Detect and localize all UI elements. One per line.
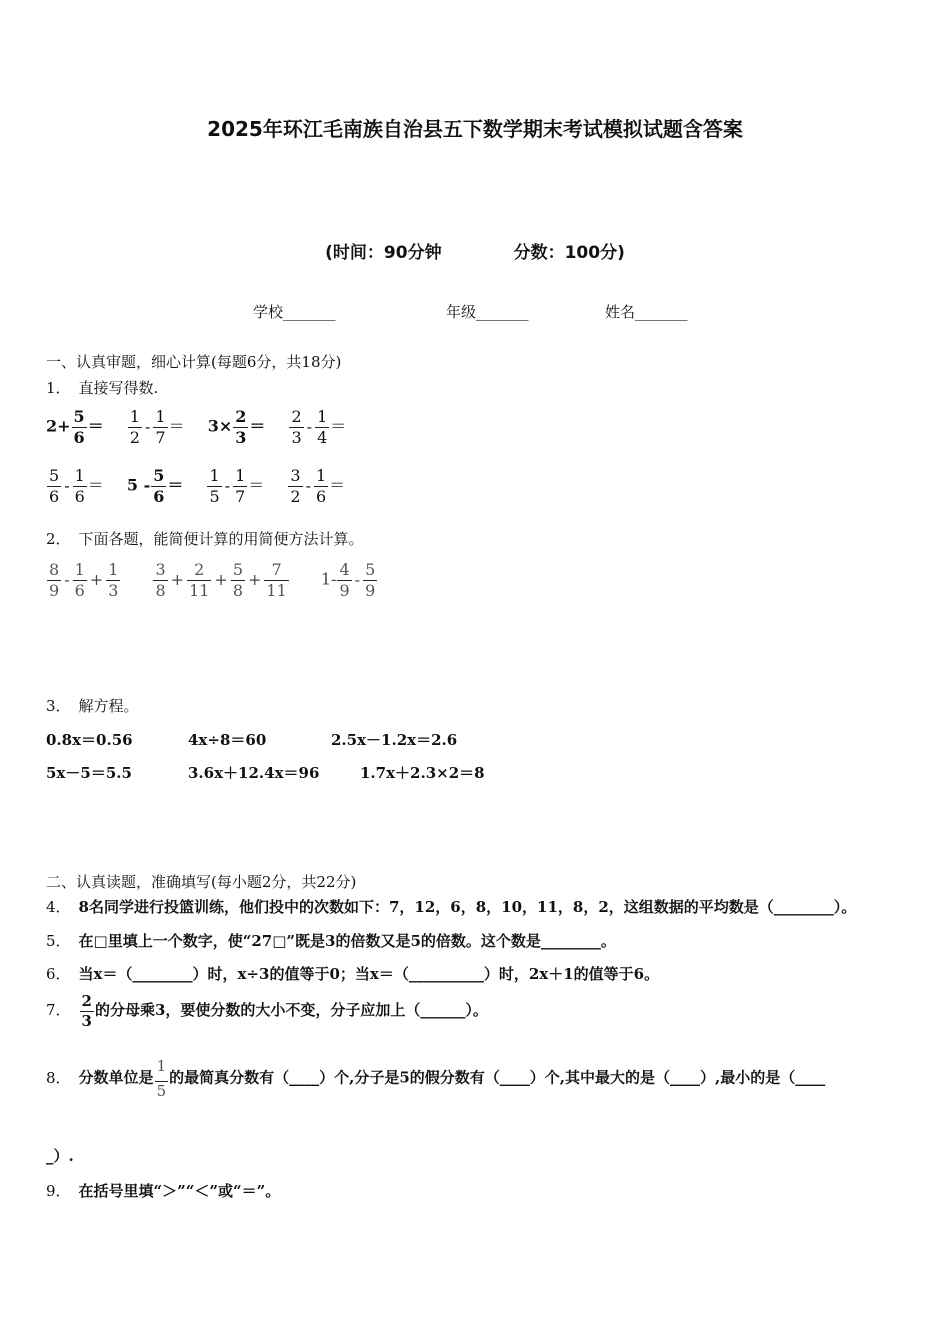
fraction: $\frac{5}{6}$ bbox=[73, 407, 85, 447]
grade-field: 年级_______ bbox=[446, 303, 529, 321]
q1-item: $\frac{1}{5}$ - $\frac{1}{7}$ ＝ bbox=[209, 466, 265, 506]
question-7 bbox=[46, 993, 488, 1029]
q1-item: $\frac{2}{3}$ - $\frac{1}{4}$ ＝ bbox=[291, 407, 347, 447]
exam-meta bbox=[0, 238, 950, 263]
fraction: $\frac{1}{5}$ bbox=[209, 466, 220, 506]
fraction: $\frac{1}{6}$ bbox=[315, 466, 327, 506]
question-text: 直接写得数. bbox=[78, 379, 159, 397]
fraction: $\frac{4}{9}$ bbox=[339, 560, 350, 600]
fraction: $\frac{2}{3}$ bbox=[81, 992, 92, 1030]
question-text: 的最简真分数有（____）个,分子是5的假分数有（____）个,其中最大的是（____）,最小的是（____ bbox=[169, 1068, 826, 1087]
q3-equation: 2.5x－1.2x＝2.6 bbox=[331, 731, 458, 749]
q2-expression-1: $\frac{8}{9}$ - $\frac{1}{6}$ + $\frac{1}{3}$ bbox=[49, 560, 119, 600]
fraction: $\frac{5}{9}$ bbox=[365, 560, 376, 600]
question-5 bbox=[46, 930, 616, 951]
q1-item: 2+ $\frac{5}{6}$ ＝ bbox=[46, 407, 104, 447]
q2-expressions bbox=[46, 561, 404, 599]
question-2 bbox=[46, 528, 364, 549]
question-number: 9． bbox=[46, 1182, 71, 1200]
page-title: 2025年环江毛南族自治县五下数学期末考试模拟试题含答案 bbox=[207, 117, 743, 141]
question-number: 4． bbox=[46, 898, 71, 916]
question-text: 下面各题，能简便计算的用简便方法计算。 bbox=[78, 530, 364, 548]
question-6 bbox=[46, 963, 659, 984]
section-1-heading: 一、认真审题，细心计算(每题6分，共18分) bbox=[46, 353, 342, 371]
q2-expression-3: 1- $\frac{4}{9}$ - $\frac{5}{9}$ bbox=[320, 560, 376, 600]
fraction: $\frac{5}{6}$ bbox=[153, 466, 165, 506]
question-number: 7． bbox=[46, 1001, 71, 1019]
fraction: $\frac{5}{6}$ bbox=[49, 466, 60, 506]
fraction: $\frac{1}{3}$ bbox=[108, 560, 119, 600]
school-field: 学校_______ bbox=[253, 303, 336, 321]
q2-expression-2: $\frac{3}{8}$ + $\frac{2}{11}$ + $\frac{5}{8}$ + $\frac{7}{11}$ bbox=[155, 560, 287, 600]
exam-score: 分数：100分) bbox=[513, 243, 625, 263]
question-number: 3． bbox=[46, 697, 71, 715]
question-1 bbox=[46, 377, 158, 398]
question-8-continued: _）. bbox=[46, 1147, 74, 1165]
fraction: $\frac{1}{7}$ bbox=[235, 466, 246, 506]
question-text: 在括号里填“＞”“＜”或“＝”。 bbox=[78, 1182, 281, 1200]
q3-equation: 3.6x＋12.4x＝96 bbox=[188, 764, 320, 782]
q3-equation: 4x÷8＝60 bbox=[188, 731, 267, 749]
fraction: $\frac{3}{8}$ bbox=[155, 560, 166, 600]
q1-row-2 bbox=[46, 467, 363, 505]
question-text: 解方程。 bbox=[78, 697, 139, 715]
q1-item: 5 - $\frac{5}{6}$ ＝ bbox=[126, 466, 184, 506]
q1-item: $\frac{3}{2}$ - $\frac{1}{6}$ ＝ bbox=[290, 466, 346, 506]
section-2-heading: 二、认真读题，准确填写(每小题2分，共22分) bbox=[46, 873, 357, 891]
question-number: 2． bbox=[46, 530, 71, 548]
fraction: $\frac{7}{11}$ bbox=[266, 560, 287, 600]
fraction: $\frac{1}{2}$ bbox=[129, 407, 140, 447]
fraction: $\frac{1}{4}$ bbox=[317, 407, 328, 447]
fraction: $\frac{5}{8}$ bbox=[232, 560, 244, 600]
question-number: 8． bbox=[46, 1068, 71, 1087]
question-text: 的分母乘3，要使分数的大小不变，分子应加上（______）。 bbox=[94, 1001, 488, 1019]
fraction: $\frac{2}{3}$ bbox=[235, 407, 247, 447]
fraction: $\frac{1}{5}$ bbox=[156, 1057, 167, 1100]
fraction: $\frac{8}{9}$ bbox=[49, 560, 60, 600]
q3-equation: 0.8x＝0.56 bbox=[46, 731, 133, 749]
q1-row-1 bbox=[46, 408, 364, 446]
name-field: 姓名_______ bbox=[605, 303, 688, 321]
fraction: $\frac{3}{2}$ bbox=[290, 466, 301, 506]
question-9 bbox=[46, 1180, 280, 1201]
q3-equation: 5x－5＝5.5 bbox=[46, 764, 132, 782]
q1-item: 3× $\frac{2}{3}$ ＝ bbox=[207, 407, 266, 447]
q1-item: $\frac{5}{6}$ - $\frac{1}{6}$ ＝ bbox=[49, 466, 104, 506]
fraction: $\frac{2}{11}$ bbox=[189, 560, 210, 600]
question-text-prefix: 分数单位是 bbox=[78, 1068, 154, 1087]
q1-item: $\frac{1}{2}$ - $\frac{1}{7}$ ＝ bbox=[129, 407, 185, 447]
q3-equation: 1.7x＋2.3×2＝8 bbox=[360, 764, 485, 782]
question-8 bbox=[46, 1058, 825, 1099]
question-number: 1． bbox=[46, 379, 71, 397]
fraction: $\frac{1}{6}$ bbox=[74, 466, 85, 506]
question-text: 当x＝（________）时，x÷3的值等于0；当x＝（__________）时，2x＋1的值等于6。 bbox=[78, 965, 660, 983]
question-4 bbox=[46, 896, 856, 917]
question-text: 在□里填上一个数字，使“27□”既是3的倍数又是5的倍数。这个数是________。 bbox=[78, 932, 616, 950]
question-number: 6． bbox=[46, 965, 71, 983]
exam-time: (时间：90分钟 bbox=[325, 243, 442, 263]
question-number: 5． bbox=[46, 932, 71, 950]
question-3 bbox=[46, 695, 139, 716]
question-text: 8名同学进行投篮训练，他们投中的次数如下：7，12，6，8，10，11，8，2，这组数据的平均数是（________）。 bbox=[78, 898, 857, 916]
fraction: $\frac{1}{7}$ bbox=[155, 407, 166, 447]
fraction: $\frac{2}{3}$ bbox=[291, 407, 302, 447]
fraction: $\frac{1}{6}$ bbox=[74, 560, 85, 600]
